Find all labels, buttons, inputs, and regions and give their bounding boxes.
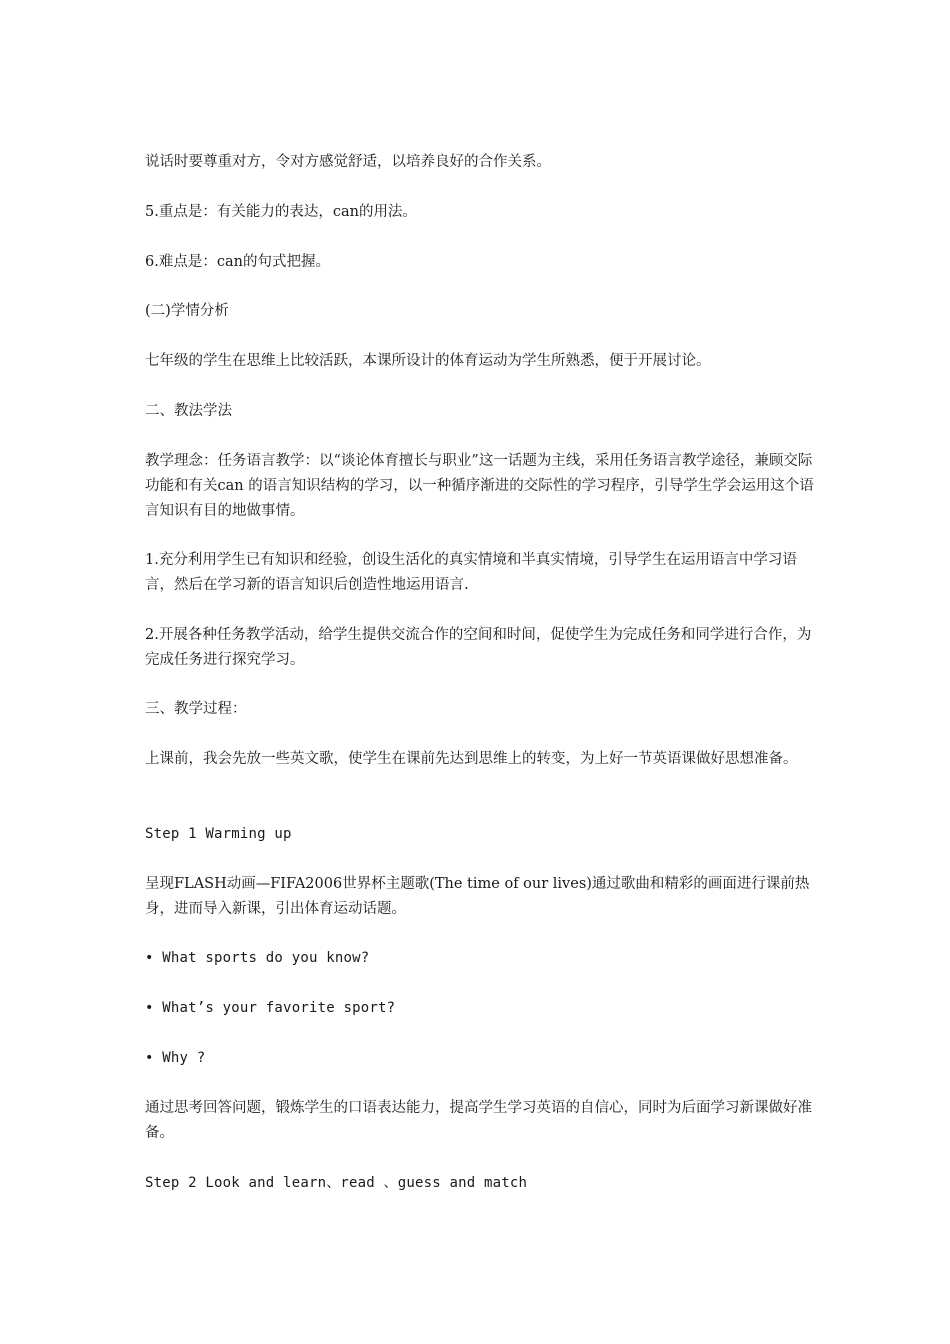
heading-teaching-methods: 二、教法学法 — [145, 403, 232, 419]
paragraph-key-point: 5.重点是：有关能力的表达，can的用法。 — [145, 204, 417, 220]
paragraph-learner-analysis: 七年级的学生在思维上比较活跃，本课所设计的体育运动为学生所熟悉，便于开展讨论。 — [145, 353, 711, 369]
paragraph-method-2: 2.开展各种任务教学活动，给学生提供交流合作的空间和时间，促使学生为完成任务和同学进行合作，为完成任务进行探究学习。 — [145, 627, 812, 668]
heading-teaching-process: 三、教学过程： — [145, 701, 247, 717]
paragraph-teaching-philosophy: 教学理念：任务语言教学：以“谈论体育擅长与职业”这一话题为主线，采用任务语言教学途径，兼顾交际功能和有关can 的语言知识结构的学习，以一种循序渐进的交际性的学习程序，引导学生学会运用这个语言知识有目的地做事情。 — [145, 453, 814, 519]
paragraph-respect: 说话时要尊重对方，令对方感觉舒适，以培养良好的合作关系。 — [145, 154, 551, 170]
paragraph-step-1-description: 呈现FLASH动画—FIFA2006世界杯主题歌(The time of our lives)通过歌曲和精彩的画面进行课前热身，进而导入新课，引出体育运动话题。 — [145, 876, 810, 917]
bullet-question-sports: • What sports do you know? — [145, 950, 370, 966]
heading-step-2: Step 2 Look and learn、read 、guess and match — [145, 1175, 528, 1191]
heading-step-1: Step 1 Warming up — [145, 826, 292, 842]
bullet-question-favorite: • What’s your favorite sport? — [145, 1000, 396, 1016]
paragraph-step-1-purpose: 通过思考回答问题，锻炼学生的口语表达能力，提高学生学习英语的自信心，同时为后面学习新课做好准备。 — [145, 1100, 812, 1141]
paragraph-before-class: 上课前，我会先放一些英文歌，使学生在课前先达到思维上的转变，为上好一节英语课做好思想准备。 — [145, 751, 798, 767]
heading-learner-analysis: (二)学情分析 — [145, 303, 229, 319]
paragraph-method-1: 1.充分利用学生已有知识和经验，创设生活化的真实情境和半真实情境，引导学生在运用语言中学习语言，然后在学习新的语言知识后创造性地运用语言. — [145, 552, 797, 593]
bullet-question-why: • Why ? — [145, 1050, 206, 1066]
paragraph-difficult-point: 6.难点是：can的句式把握。 — [145, 254, 330, 270]
